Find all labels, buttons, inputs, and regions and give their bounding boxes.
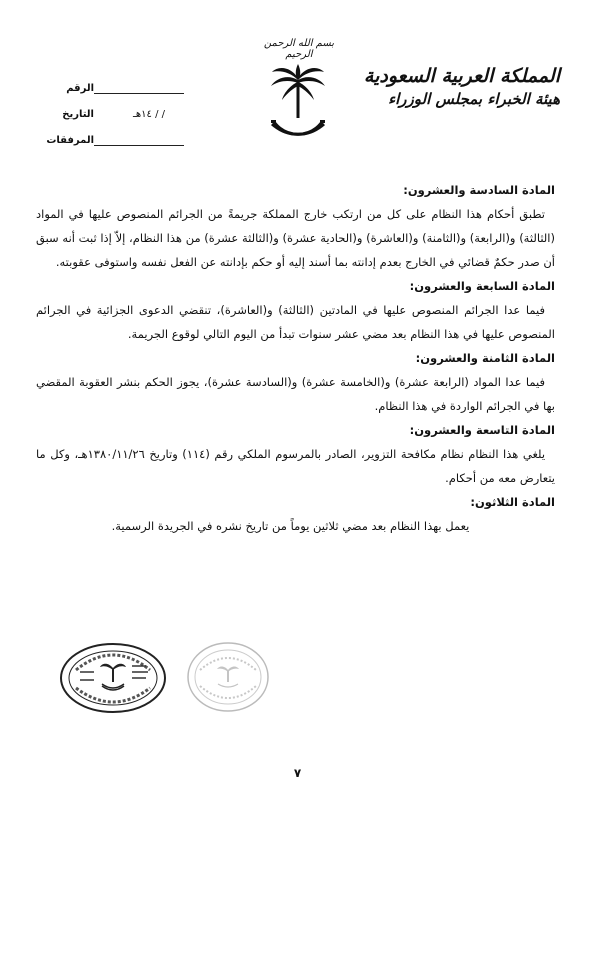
date-label: التاريخ	[62, 109, 94, 120]
article-28	[36, 346, 555, 418]
official-seal-stamp	[58, 640, 168, 716]
reference-number-row	[38, 68, 222, 94]
article-title: المادة الثلاثون:	[470, 495, 555, 509]
kingdom-name: المملكة العربية السعودية	[363, 65, 560, 87]
article-27	[36, 274, 555, 346]
article-29	[36, 418, 555, 490]
article-30	[36, 490, 555, 538]
article-title: المادة التاسعة والعشرون:	[409, 423, 555, 437]
date-row	[38, 94, 222, 120]
attachments-row	[38, 120, 222, 146]
palm-swords-emblem	[268, 58, 328, 144]
government-header	[363, 64, 560, 110]
faint-seal-stamp	[186, 640, 270, 714]
attachments-label: المرفقات	[46, 135, 94, 146]
article-title: المادة السادسة والعشرون:	[403, 183, 555, 197]
reference-number-value	[94, 83, 184, 94]
agency-name: هيئة الخبراء بمجلس الوزراء	[388, 90, 560, 108]
article-title: المادة الثامنة والعشرون:	[415, 351, 555, 365]
article-title: المادة السابعة والعشرون:	[409, 279, 555, 293]
article-text: يعمل بهذا النظام بعد مضي ثلاثين يوماً من تاريخ نشره في الجريدة الرسمية.	[111, 519, 470, 533]
attachments-value	[94, 135, 184, 146]
page-number: ٧	[293, 766, 302, 780]
article-text: فيما عدا المواد (الرابعة عشرة) و(الخامسة عشرة) و(السادسة عشرة)، يجوز الحكم بنشر العقوبة المقضي بها في الجرائم الواردة في هذا النظام.	[36, 375, 555, 413]
date-value: / / ١٤هـ	[132, 109, 166, 120]
reference-fields	[38, 68, 222, 146]
article-text: يلغي هذا النظام نظام مكافحة التزوير، الصادر بالمرسوم الملكي رقم (١١٤) وتاريخ ١٣٨٠/١١/٢٦هـ، وكل ما يتعارض معه من أحكام.	[36, 447, 555, 485]
article-text: تطبق أحكام هذا النظام على كل من ارتكب خارج المملكة جريمةً من الجرائم المنصوص عليها في المواد (الثالثة) و(الرابعة) و(الثامنة) و(العاشرة) و(الحادية عشرة) و(الثالثة عشرة) من هذا النظام، إلاّ إذا ثبت أنه سبق أن صدر حكمٌ قضائي في الخارج بعدم إدانته بما أسند إليه أو حكم بإدانته عن الفعل نفسه واستوفى عقوبته.	[36, 207, 555, 269]
basmala: بسم الله الرحمن الرحيم	[263, 38, 335, 60]
article-26	[36, 178, 555, 274]
reference-number-label: الرقم	[66, 83, 94, 94]
document-body	[36, 178, 555, 538]
article-text: فيما عدا الجرائم المنصوص عليها في المادتين (الثالثة) و(العاشرة)، تنقضي الدعوى الجزائية في الجرائم المنصوص عليها في هذا النظام بعد مضي عشر سنوات تبدأ من اليوم التالي لوقوع الجريمة.	[36, 303, 555, 341]
